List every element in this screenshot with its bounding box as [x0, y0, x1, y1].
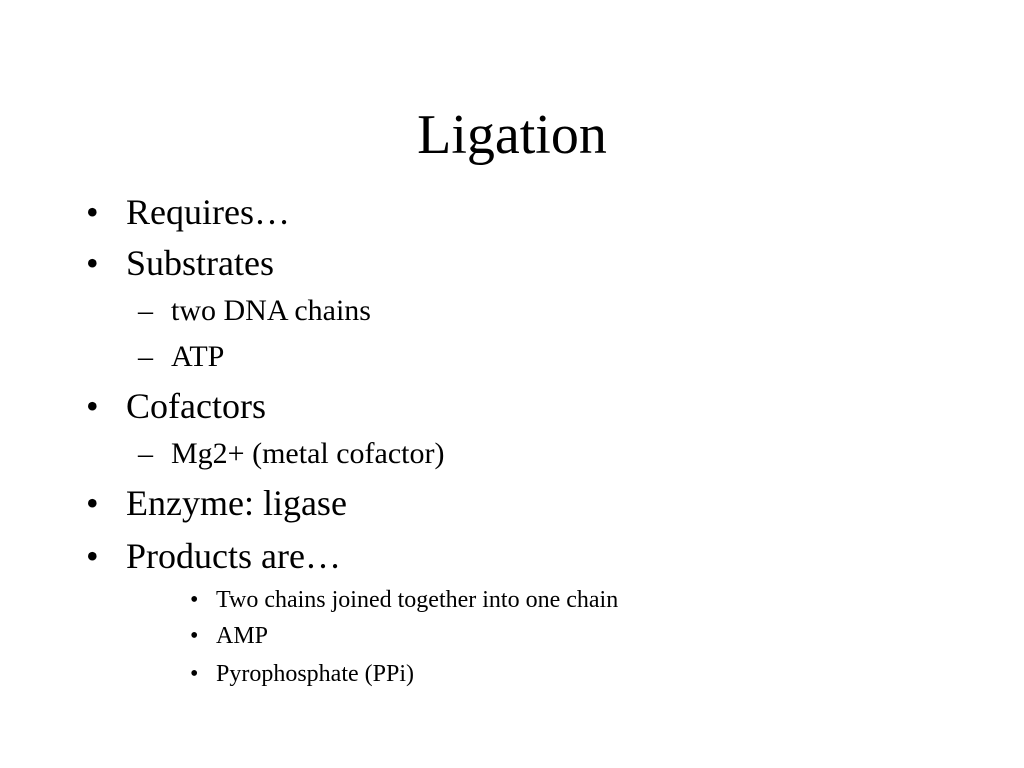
sub-sub-bullet-text: Two chains joined together into one chain — [216, 587, 619, 613]
dash-marker: – — [138, 340, 153, 373]
bullet-text: Enzyme: ligase — [126, 483, 347, 523]
bullet-marker: • — [86, 536, 99, 576]
bullet-marker: • — [86, 243, 99, 283]
bullet-text: Substrates — [126, 243, 274, 283]
bullet-marker: • — [190, 587, 199, 613]
sub-sub-bullet-text: Pyrophosphate (PPi) — [216, 661, 414, 687]
sub-sub-bullet-text: AMP — [216, 623, 269, 649]
dash-marker: – — [138, 294, 153, 327]
bullet-text: Requires… — [126, 192, 290, 232]
sub-bullet-text: two DNA chains — [171, 294, 371, 327]
bullet-text: Cofactors — [126, 386, 266, 426]
bullet-marker: • — [190, 623, 199, 649]
bullet-marker: • — [86, 386, 99, 426]
bullet-marker: • — [86, 483, 99, 523]
bullet-text: Products are… — [126, 536, 341, 576]
sub-bullet-text: Mg2+ (metal cofactor) — [171, 437, 445, 470]
dash-marker: – — [138, 437, 153, 470]
slide-title: Ligation — [417, 104, 607, 166]
bullet-marker: • — [86, 192, 99, 232]
bullet-marker: • — [190, 661, 199, 687]
sub-bullet-text: ATP — [171, 340, 225, 373]
